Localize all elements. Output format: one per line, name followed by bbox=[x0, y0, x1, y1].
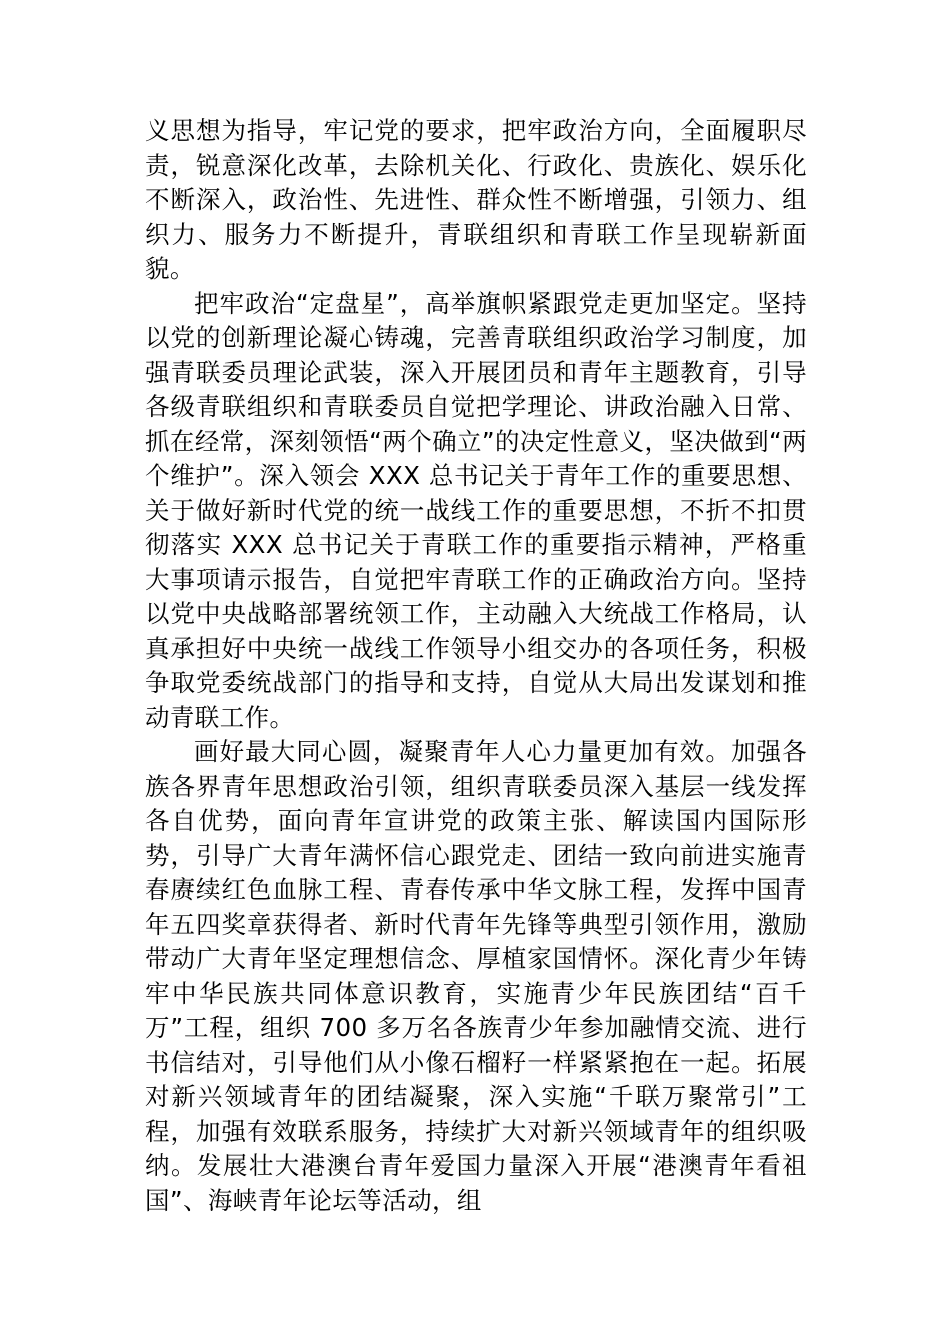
body-paragraph-2: 把牢政治“定盘星”，高举旗帜紧跟党走更加坚定。坚持以党的创新理论凝心铸魂，完善青联组织政治学习制度，加强青联委员理论武装，深入开展团员和青年主题教育，引导各级青联组织和青联委员自觉把学理论、讲政治融入日常、抓在经常，深刻领悟“两个确立”的决定性意义，坚决做到“两个维护”。深入领会 XXX 总书记关于青年工作的重要思想、关于做好新时代党的统一战线工作的重要思想，不折不扣贯彻落实 XXX 总书记关于青联工作的重要指示精神，严格重大事项请示报告，自觉把牢青联工作的正确政治方向。坚持以党中央战略部署统领工作，主动融入大统战工作格局，认真承担好中央统一战线工作领导小组交办的各项任务，积极争取党委统战部门的指导和支持，自觉从大局出发谋划和推动青联工作。 bbox=[145, 288, 807, 732]
body-paragraph-1: 义思想为指导，牢记党的要求，把牢政治方向，全面履职尽责，锐意深化改革，去除机关化、行政化、贵族化、娱乐化不断深入，政治性、先进性、群众性不断增强，引领力、组织力、服务力不断提升，青联组织和青联工作呈现崭新面貌。 bbox=[145, 116, 807, 283]
body-paragraph-3: 画好最大同心圆，凝聚青年人心力量更加有效。加强各族各界青年思想政治引领，组织青联委员深入基层一线发挥各自优势，面向青年宣讲党的政策主张、解读国内国际形势，引导广大青年满怀信心跟党走、团结一致向前进实施青春赓续红色血脉工程、青春传承中华文脉工程，发挥中国青年五四奖章获得者、新时代青年先锋等典型引领作用，激励带动广大青年坚定理想信念、厚植家国情怀。深化青少年铸牢中华民族共同体意识教育，实施青少年民族团结“百千万”工程，组织 700 多万名各族青少年参加融情交流、进行书信结对，引导他们从小像石榴籽一样紧紧抱在一起。拓展对新兴领域青年的团结凝聚，深入实施“千联万聚常引”工程，加强有效联系服务，持续扩大对新兴领域青年的组织吸纳。发展壮大港澳台青年爱国力量深入开展“港澳青年看祖国”、海峡青年论坛等活动，组 bbox=[145, 737, 807, 1215]
document-page bbox=[145, 114, 807, 1218]
